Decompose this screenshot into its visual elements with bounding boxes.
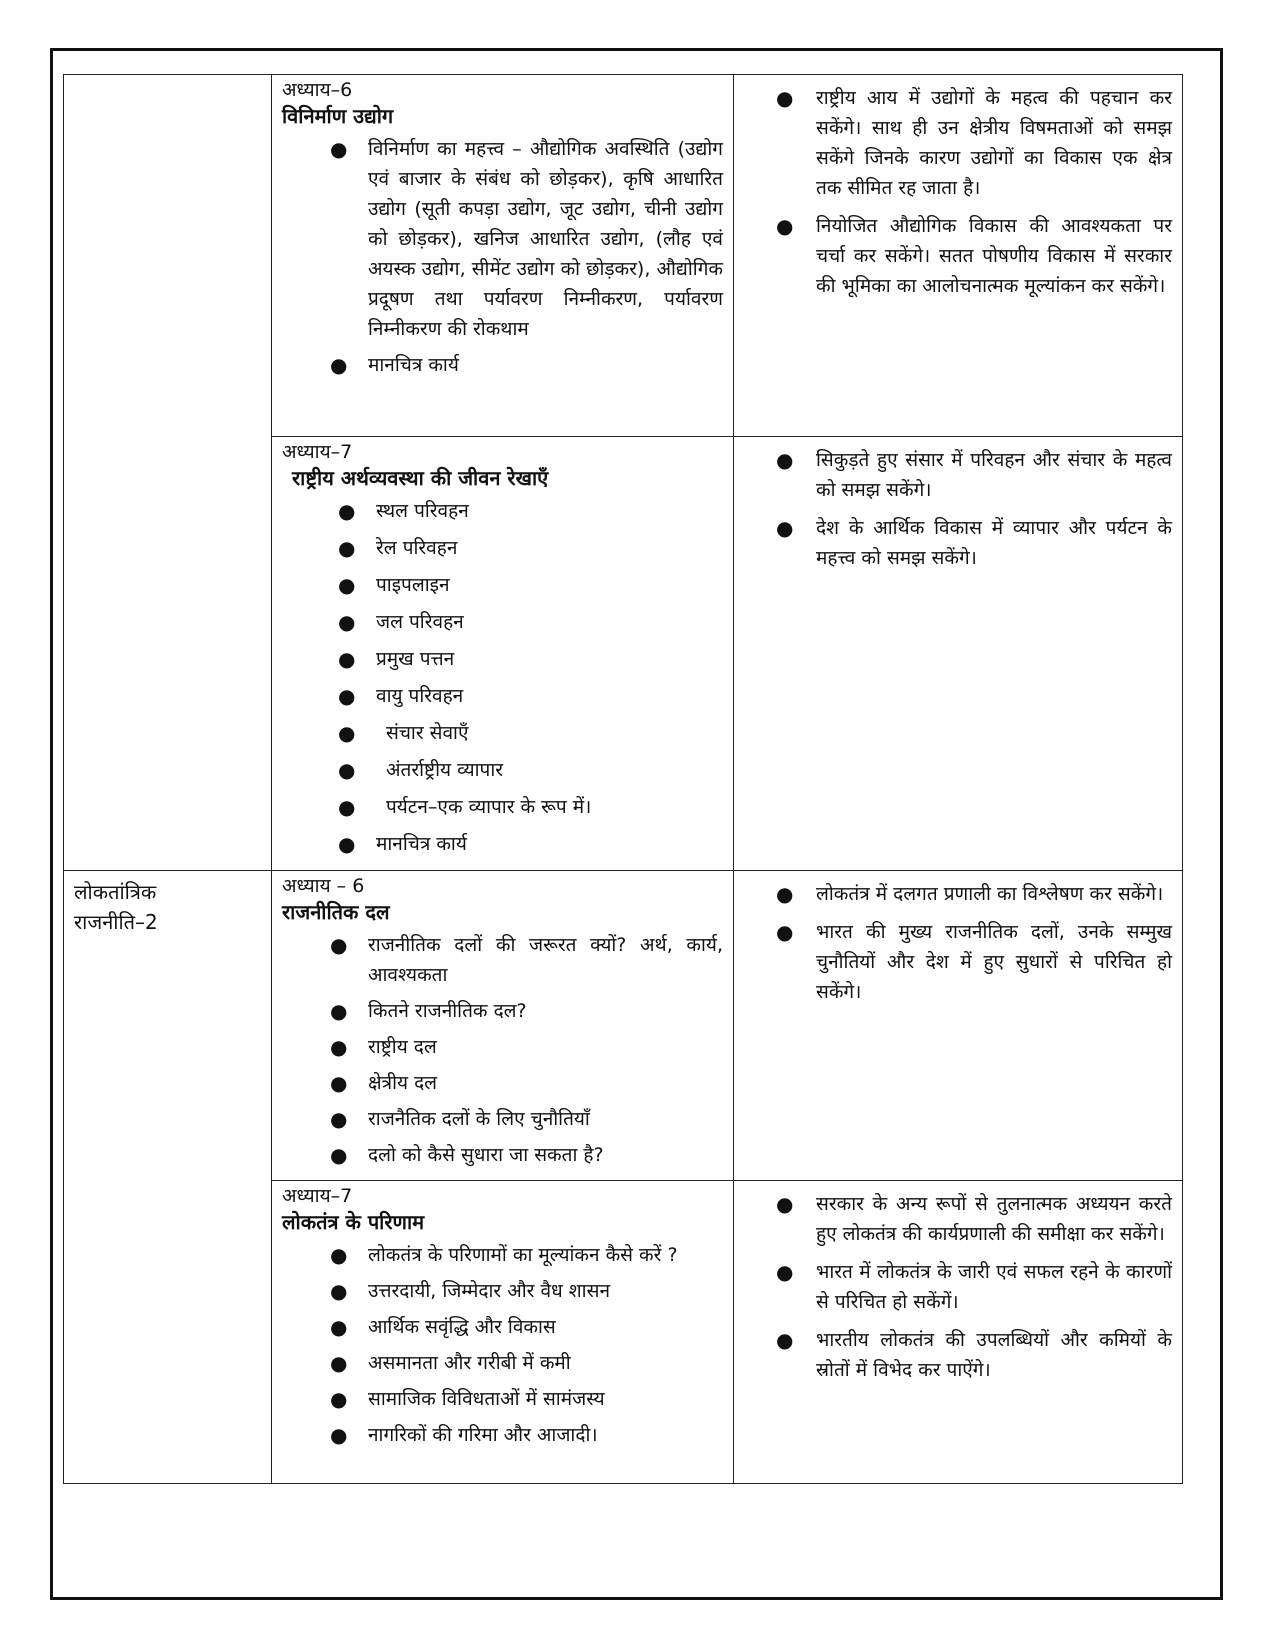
list-item: ● राष्ट्रीय दल (330, 1032, 723, 1062)
list-item: ● लोकतंत्र के परिणामों का मूल्यांकन कैसे करें ? (330, 1240, 723, 1270)
bullet-icon: ● (338, 573, 356, 597)
outcome-cell (734, 75, 1183, 437)
list-item: ● उत्तरदायी, जिम्मेदार और वैध शासन (330, 1276, 723, 1306)
bullet-icon: ● (338, 610, 356, 634)
bullet-icon: ● (338, 647, 356, 671)
chapter-number: अध्याय–7 (282, 1185, 353, 1207)
topic-list (282, 134, 723, 380)
bullet-icon: ● (338, 758, 356, 782)
topic-list (282, 496, 723, 859)
list-item: ● राष्ट्रीय आय में उद्योगों के महत्व की पहचान कर सकेंगे। साथ ही उन क्षेत्रीय विषमताओं को समझ सकेंगे जिनके कारण उद्योगों का विकास एक क्षेत्र तक सीमित रह जाता है। (776, 83, 1172, 203)
bullet-icon: ● (776, 516, 794, 540)
list-item: ● भारतीय लोकतंत्र की उपलब्धियों और कमियों के स्रोतों में विभेद कर पाऐंगे। (776, 1325, 1172, 1385)
outcome-cell (734, 437, 1183, 871)
list-item: ● मानचित्र कार्य (330, 350, 723, 380)
bullet-icon: ● (330, 999, 348, 1023)
list-item: ● सिकुड़ते हुए संसार में परिवहन और संचार के महत्व को समझ सकेंगे। (776, 445, 1172, 505)
list-item: ● विनिर्माण का महत्त्व – औद्योगिक अवस्थिति (उद्योग एवं बाजार के संबंध को छोड़कर), कृषि आधारित उद्योग (सूती कपड़ा उद्योग, जूट उद्योग, चीनी उद्योग को छोड़कर), खनिज आधारित उद्योग, (लौह एवं अयस्क उद्योग, सीमेंट उद्योग को छोड़कर), औद्योगिक प्रदूषण तथा पर्यावरण निम्नीकरण, पर्यावरण निम्नीकरण की रोकथाम (330, 134, 723, 344)
subject-cell (64, 871, 272, 1484)
chapter-title: राष्ट्रीय अर्थव्यवस्था की जीवन रेखाएँ (292, 466, 549, 490)
bullet-icon: ● (330, 1071, 348, 1095)
subject-label (64, 75, 271, 87)
topic-list (282, 930, 723, 1170)
list-item: ● प्रमुख पत्तन (338, 644, 723, 674)
list-item: ● जल परिवहन (338, 607, 723, 637)
chapter-number: अध्याय–6 (282, 79, 353, 101)
list-item: ● राजनैतिक दलों के लिए चुनौतियाँ (330, 1104, 723, 1134)
outcome-cell (734, 871, 1183, 1181)
list-item: ● क्षेत्रीय दल (330, 1068, 723, 1098)
list-item: ● भारत की मुख्य राजनीतिक दलों, उनके सम्मुख चुनौतियों और देश में हुए सुधारों से परिचित हो सकेंगे। (776, 917, 1172, 1007)
bullet-icon: ● (776, 1328, 794, 1352)
bullet-icon: ● (330, 1107, 348, 1131)
bullet-icon: ● (330, 933, 348, 957)
outcome-cell (734, 1181, 1183, 1484)
bullet-icon: ● (330, 1243, 348, 1267)
bullet-icon: ● (338, 684, 356, 708)
list-item: ● वायु परिवहन (338, 681, 723, 711)
list-item: ● नियोजित औद्योगिक विकास की आवश्यकता पर चर्चा कर सकेंगे। सतत पोषणीय विकास में सरकार की भूमिका का आलोचनात्मक मूल्यांकन कर सकेंगे। (776, 211, 1172, 301)
bullet-icon: ● (338, 499, 356, 523)
bullet-icon: ● (776, 1260, 794, 1284)
bullet-icon: ● (330, 1279, 348, 1303)
bullet-icon: ● (330, 137, 348, 161)
list-item: ● संचार सेवाएँ (338, 718, 723, 748)
bullet-icon: ● (776, 448, 794, 472)
list-item: ● पाइपलाइन (338, 570, 723, 600)
bullet-icon: ● (776, 1192, 794, 1216)
list-item: ● राजनीतिक दलों की जरूरत क्यों? अर्थ, कार्य, आवश्यकता (330, 930, 723, 990)
table-row (64, 871, 1183, 1181)
chapter-number: अध्याय – 6 (282, 875, 365, 897)
chapter-number: अध्याय–7 (282, 441, 353, 463)
list-item: ● लोकतंत्र में दलगत प्रणाली का विश्लेषण कर सकेंगे। (776, 879, 1172, 909)
list-item: ● कितने राजनीतिक दल? (330, 996, 723, 1026)
list-item: ● स्थल परिवहन (338, 496, 723, 526)
bullet-icon: ● (776, 214, 794, 238)
bullet-icon: ● (338, 721, 356, 745)
subject-label: लोकतांत्रिक राजनीति–2 (74, 880, 158, 934)
bullet-icon: ● (776, 882, 794, 906)
syllabus-table (63, 74, 1183, 1484)
bullet-icon: ● (330, 1387, 348, 1411)
list-item: ● असमानता और गरीबी में कमी (330, 1348, 723, 1378)
list-item: ● मानचित्र कार्य (338, 829, 723, 859)
list-item: ● नागरिकों की गरिमा और आजादी। (330, 1420, 723, 1450)
chapter-cell (272, 75, 734, 437)
bullet-icon: ● (776, 86, 794, 110)
chapter-title: लोकतंत्र के परिणाम (282, 1210, 425, 1234)
chapter-cell (272, 1181, 734, 1484)
chapter-cell (272, 437, 734, 871)
chapter-cell (272, 871, 734, 1181)
list-item: ● पर्यटन–एक व्यापार के रूप में। (338, 792, 723, 822)
topic-list (282, 1240, 723, 1450)
bullet-icon: ● (338, 795, 356, 819)
chapter-title: विनिर्माण उद्योग (282, 104, 394, 128)
list-item: ● रेल परिवहन (338, 533, 723, 563)
list-item: ● भारत में लोकतंत्र के जारी एवं सफल रहने के कारणों से परिचित हो सकेंगें। (776, 1257, 1172, 1317)
bullet-icon: ● (330, 1315, 348, 1339)
bullet-icon: ● (330, 1035, 348, 1059)
bullet-icon: ● (330, 1143, 348, 1167)
bullet-icon: ● (776, 920, 794, 944)
subject-cell (64, 75, 272, 871)
bullet-icon: ● (330, 1351, 348, 1375)
bullet-icon: ● (330, 353, 348, 377)
list-item: ● सामाजिक विविधताओं में सामंजस्य (330, 1384, 723, 1414)
list-item: ● दलो को कैसे सुधारा जा सकता है? (330, 1140, 723, 1170)
list-item: ● आर्थिक सवृंद्धि और विकास (330, 1312, 723, 1342)
list-item: ● सरकार के अन्य रूपों से तुलनात्मक अध्ययन करते हुए लोकतंत्र की कार्यप्रणाली की समीक्षा कर सकेंगे। (776, 1189, 1172, 1249)
bullet-icon: ● (330, 1423, 348, 1447)
chapter-title: राजनीतिक दल (282, 900, 390, 924)
list-item: ● अंतर्राष्ट्रीय व्यापार (338, 755, 723, 785)
list-item: ● देश के आर्थिक विकास में व्यापार और पर्यटन के महत्त्व को समझ सकेंगे। (776, 513, 1172, 573)
bullet-icon: ● (338, 536, 356, 560)
bullet-icon: ● (338, 832, 356, 856)
table-row (64, 75, 1183, 437)
